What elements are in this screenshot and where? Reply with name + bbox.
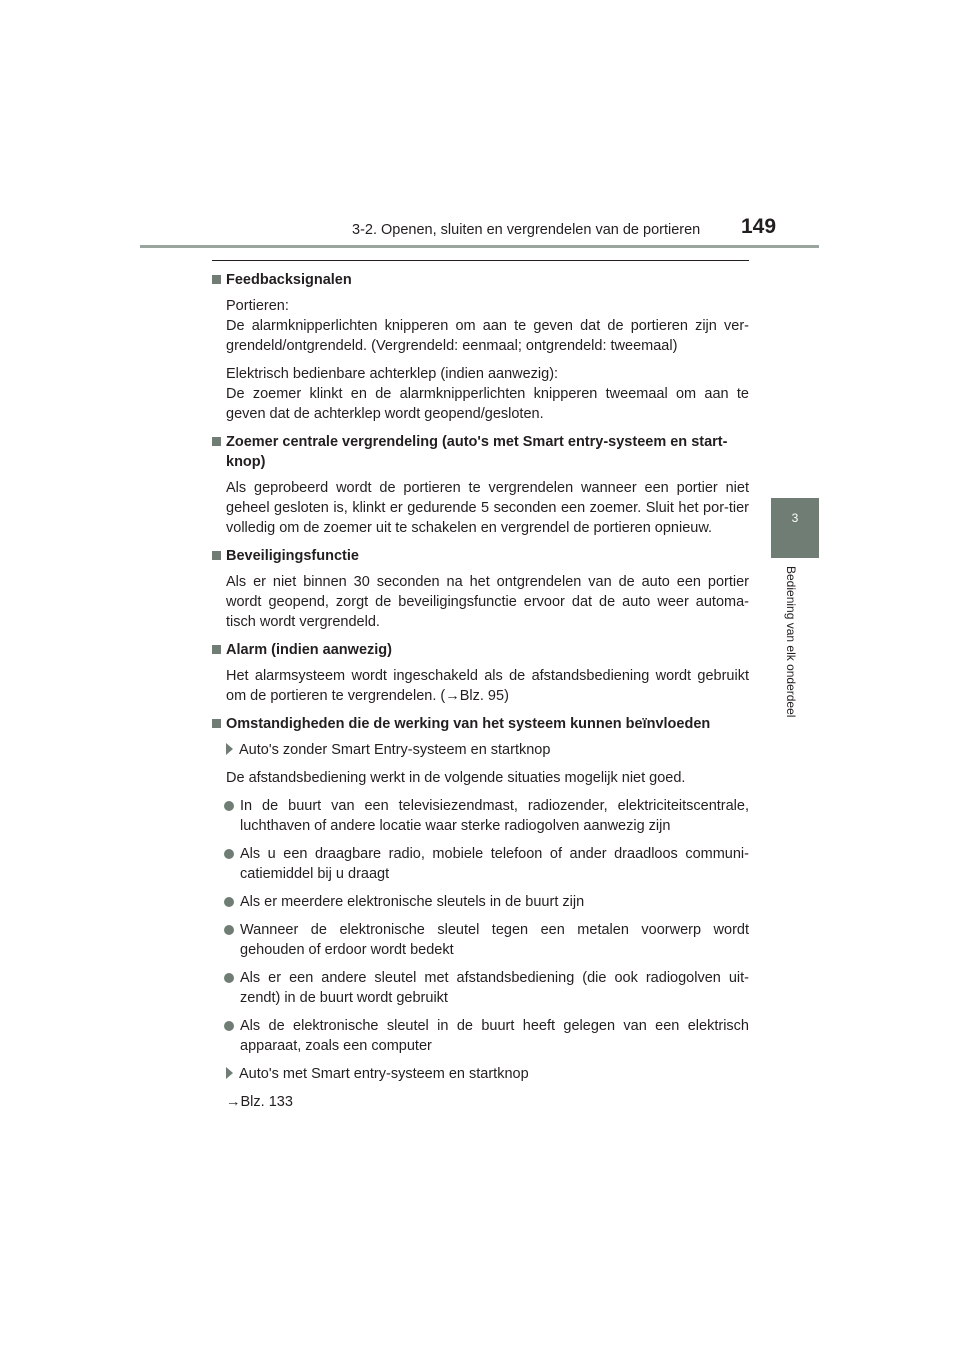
section-alarm <box>212 640 749 706</box>
list-item: In de buurt van een televisiezendmast, radiozender, elektriciteitscentrale, luchthaven of andere locatie waar sterke radiogolven aanwezig zijn <box>212 796 749 836</box>
circle-bullet-icon <box>224 1021 234 1031</box>
chapter-tab-label-text: Bediening van elk onderdeel <box>784 566 798 718</box>
section-zoemer <box>212 432 749 538</box>
list-item: Als er een andere sleutel met afstandsbediening (die ook radiogolven uit-zendt) in de buurt wordt gebruikt <box>212 968 749 1008</box>
chapter-title: 3-2. Openen, sluiten en vergrendelen van de portieren <box>352 222 701 238</box>
chapter-tab <box>771 498 819 558</box>
square-bullet-icon <box>212 275 221 284</box>
paragraph: Het alarmsysteem wordt ingeschakeld als de afstandsbediening wordt gebruikt om de portieren te vergrendelen. (→Blz. 95) <box>226 668 749 704</box>
page-reference-link[interactable]: →Blz. 133 <box>226 1094 293 1110</box>
section-heading: Feedbacksignalen <box>212 270 749 290</box>
page-content <box>212 270 749 1120</box>
list-item: Als u een draagbare radio, mobiele telefoon of ander draadloos communi-catiemiddel bij u draagt <box>212 844 749 884</box>
page-header <box>0 215 960 255</box>
section-heading: Beveiligingsfunctie <box>212 546 749 566</box>
section-omstandigheden <box>212 714 749 1112</box>
section-feedback <box>212 270 749 424</box>
chapter-tab-number: 3 <box>791 511 799 525</box>
content-top-rule <box>212 260 749 261</box>
circle-bullet-icon <box>224 925 234 935</box>
circle-bullet-icon <box>224 849 234 859</box>
paragraph: Als geprobeerd wordt de portieren te vergrendelen wanneer een portier niet geheel gesloten is, klinkt er gedurende 5 seconden een zoemer. Sluit het por-tier volledig om de zoemer uit te schakelen en vergrendel de portieren opnieuw. <box>226 480 749 536</box>
square-bullet-icon <box>212 719 221 728</box>
subheading-with-smart-entry: Auto's met Smart entry-systeem en startknop <box>212 1064 749 1084</box>
list-item: Als er meerdere elektronische sleutels in de buurt zijn <box>212 892 749 912</box>
page-number: 149 <box>741 215 777 238</box>
triangle-bullet-icon <box>226 743 233 755</box>
paragraph: De afstandsbediening werkt in de volgende situaties mogelijk niet goed. <box>226 770 686 786</box>
header-rule <box>140 245 819 248</box>
section-beveiliging <box>212 546 749 632</box>
subheading-without-smart-entry: Auto's zonder Smart Entry-systeem en startknop <box>212 740 749 760</box>
paragraph: Elektrisch bedienbare achterklep (indien aanwezig): De zoemer klinkt en de alarmknipperlichten knipperen tweemaal om aan te geven dat de achterklep wordt geopend/gesloten. <box>226 366 749 422</box>
list-item: Als de elektronische sleutel in de buurt heeft gelegen van een elektrisch apparaat, zoals een computer <box>212 1016 749 1056</box>
square-bullet-icon <box>212 437 221 446</box>
paragraph: Als er niet binnen 30 seconden na het ontgrendelen van de auto een portier wordt geopend, zorgt de beveiligingsfunctie ervoor dat de auto weer automa-tisch wordt vergrendeld. <box>226 574 749 630</box>
section-heading: Omstandigheden die de werking van het systeem kunnen beïnvloeden <box>212 714 749 734</box>
circle-bullet-icon <box>224 897 234 907</box>
section-heading: Alarm (indien aanwezig) <box>212 640 749 660</box>
circle-bullet-icon <box>224 801 234 811</box>
circle-bullet-icon <box>224 973 234 983</box>
chapter-tab-label <box>784 566 804 756</box>
section-heading: Zoemer centrale vergrendeling (auto's met Smart entry-systeem en start-knop) <box>212 432 749 472</box>
paragraph: Portieren: De alarmknipperlichten knipperen om aan te geven dat de portieren zijn ver-grendeld/ontgrendeld. (Vergrendeld: eenmaal; ontgrendeld: tweemaal) <box>226 298 749 354</box>
square-bullet-icon <box>212 645 221 654</box>
list-item: Wanneer de elektronische sleutel tegen een metalen voorwerp wordt gehouden of erdoor wordt bedekt <box>212 920 749 960</box>
square-bullet-icon <box>212 551 221 560</box>
triangle-bullet-icon <box>226 1067 233 1079</box>
